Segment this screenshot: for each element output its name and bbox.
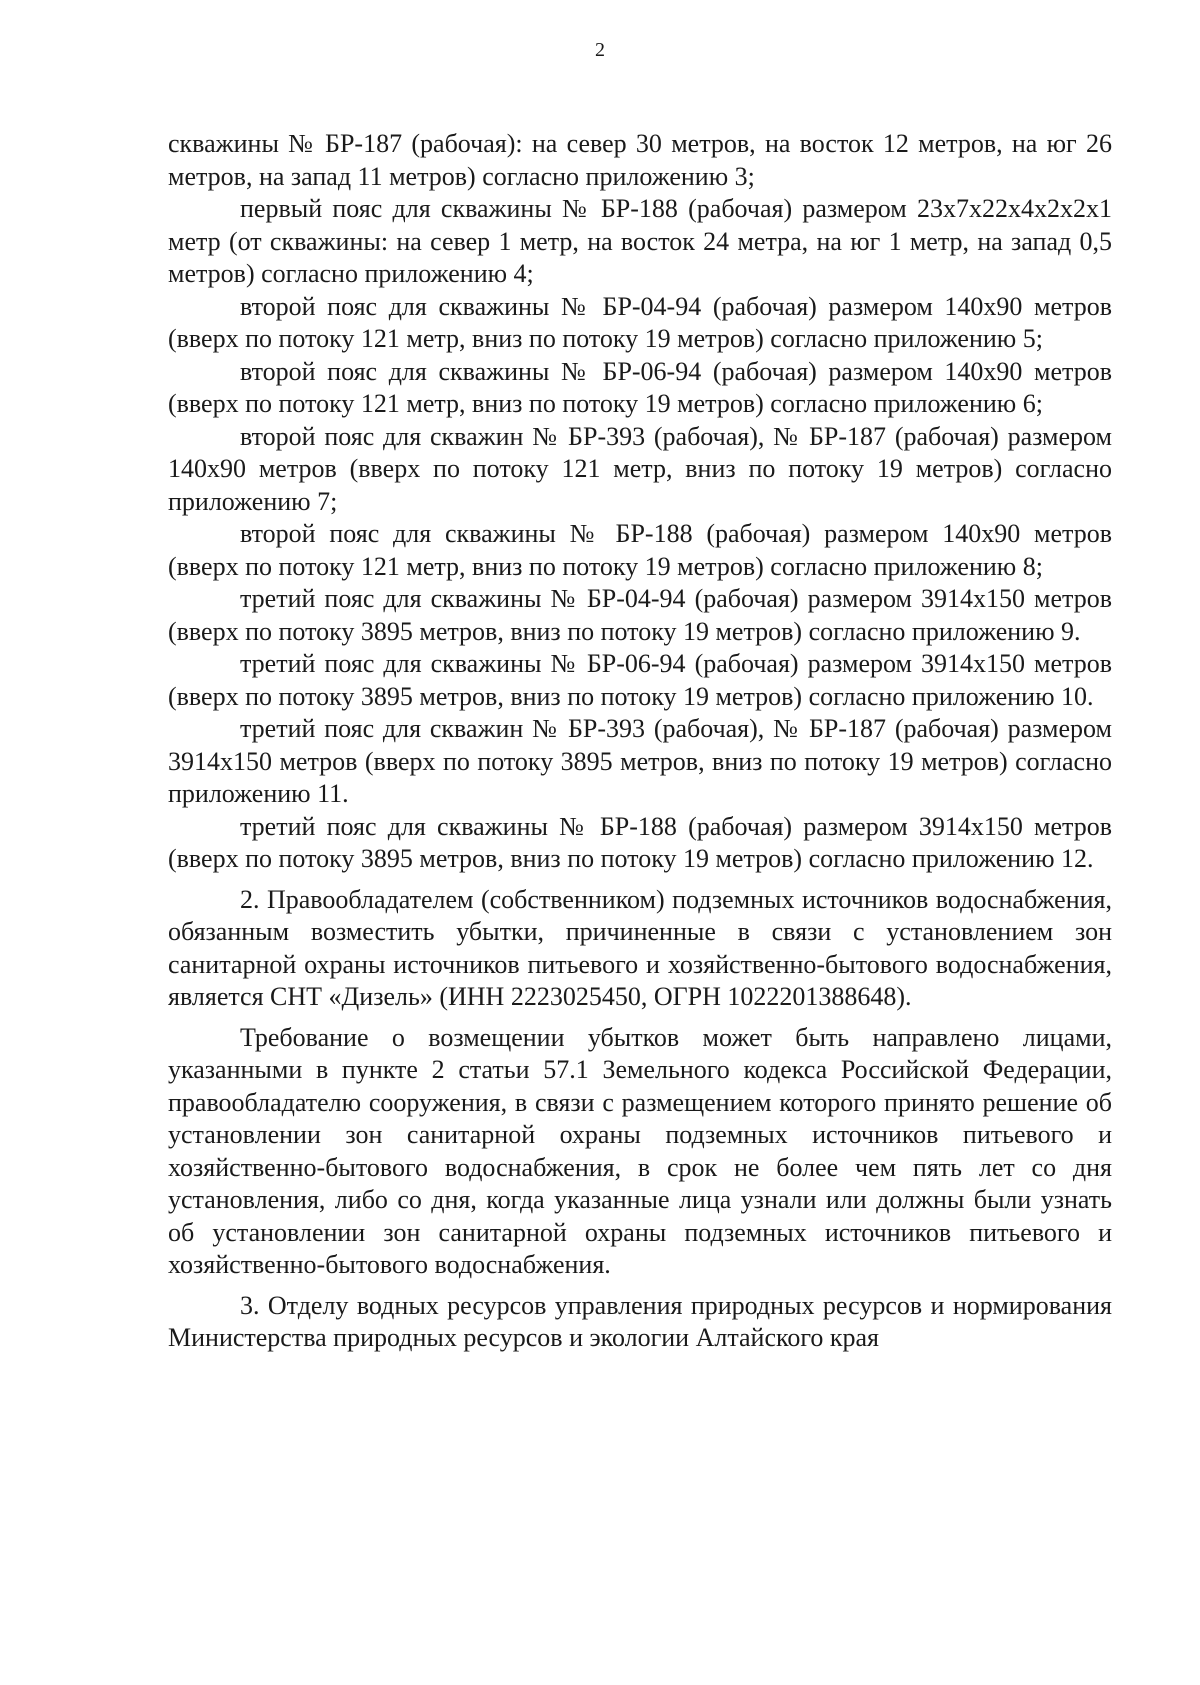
paragraph-item-3-water-department: 3. Отделу водных ресурсов управления природных ресурсов и нормирования Министерства природных ресурсов и экологии Алтайского края <box>168 1290 1112 1352</box>
paragraph-damages-claim: Требование о возмещении убытков может быть направлено лицами, указанными в пункте 2 статьи 57.1 Земельного кодекса Российской Федерации, правообладателю сооружения, в связи с размещением которого принято решение об установлении зон санитарной охраны подземных источников питьевого и хозяйственно-бытового водоснабжения, в срок не более чем пять лет со дня установления, либо со дня, когда указанные лица узнали или должны были узнать об установлении зон санитарной охраны подземных источников питьевого и хозяйственно-бытового водоснабжения. <box>168 1022 1112 1279</box>
paragraph-second-zone-br188: второй пояс для скважины № БР-188 (рабочая) размером 140х90 метров (вверх по потоку 121 метр, вниз по потоку 19 метров) согласно приложению 8; <box>168 519 1112 581</box>
paragraph-third-zone-br0494: третий пояс для скважины № БР-04-94 (рабочая) размером 3914х150 метров (вверх по потоку 3895 метров, вниз по потоку 19 метров) согласно приложению 9. <box>168 584 1112 646</box>
paragraph-third-zone-br188: третий пояс для скважины № БР-188 (рабочая) размером 3914х150 метров (вверх по потоку 3895 метров, вниз по потоку 19 метров) согласно приложению 12. <box>168 811 1112 873</box>
paragraph-second-zone-br0494: второй пояс для скважины № БР-04-94 (рабочая) размером 140х90 метров (вверх по потоку 121 метр, вниз по потоку 19 метров) согласно приложению 5; <box>168 291 1112 353</box>
paragraph-well-br187-continuation: скважины № БР-187 (рабочая): на север 30 метров, на восток 12 метров, на юг 26 метров, на запад 11 метров) согласно приложению 3; <box>168 129 1112 191</box>
paragraph-first-zone-br188: первый пояс для скважины № БР-188 (рабочая) размером 23х7х22х4х2х2х1 метр (от скважины: на север 1 метр, на восток 24 метра, на юг 1 метр, на запад 0,5 метров) согласно приложению 4; <box>168 194 1112 288</box>
paragraph-second-zone-br393-br187: второй пояс для скважин № БР-393 (рабочая), № БР-187 (рабочая) размером 140х90 метров (вверх по потоку 121 метр, вниз по потоку 19 метров) согласно приложению 7; <box>168 421 1112 516</box>
paragraph-third-zone-br0694: третий пояс для скважины № БР-06-94 (рабочая) размером 3914х150 метров (вверх по потоку 3895 метров, вниз по потоку 19 метров) согласно приложению 10. <box>168 649 1112 711</box>
paragraph-item-2-rights-holder: 2. Правообладателем (собственником) подземных источников водоснабжения, обязанным возместить убытки, причиненные в связи с установлением зон санитарной охраны источников питьевого и хозяйственно-бытового водоснабжения, является СНТ «Дизель» (ИНН 2223025450, ОГРН 1022201388648). <box>168 884 1112 1011</box>
paragraph-second-zone-br0694: второй пояс для скважины № БР-06-94 (рабочая) размером 140х90 метров (вверх по потоку 121 метр, вниз по потоку 19 метров) согласно приложению 6; <box>168 356 1112 418</box>
document-body <box>168 128 1112 1355</box>
paragraph-third-zone-br393-br187: третий пояс для скважин № БР-393 (рабочая), № БР-187 (рабочая) размером 3914х150 метров (вверх по потоку 3895 метров, вниз по потоку 19 метров) согласно приложению 11. <box>168 714 1112 808</box>
page-number: 2 <box>595 39 605 61</box>
